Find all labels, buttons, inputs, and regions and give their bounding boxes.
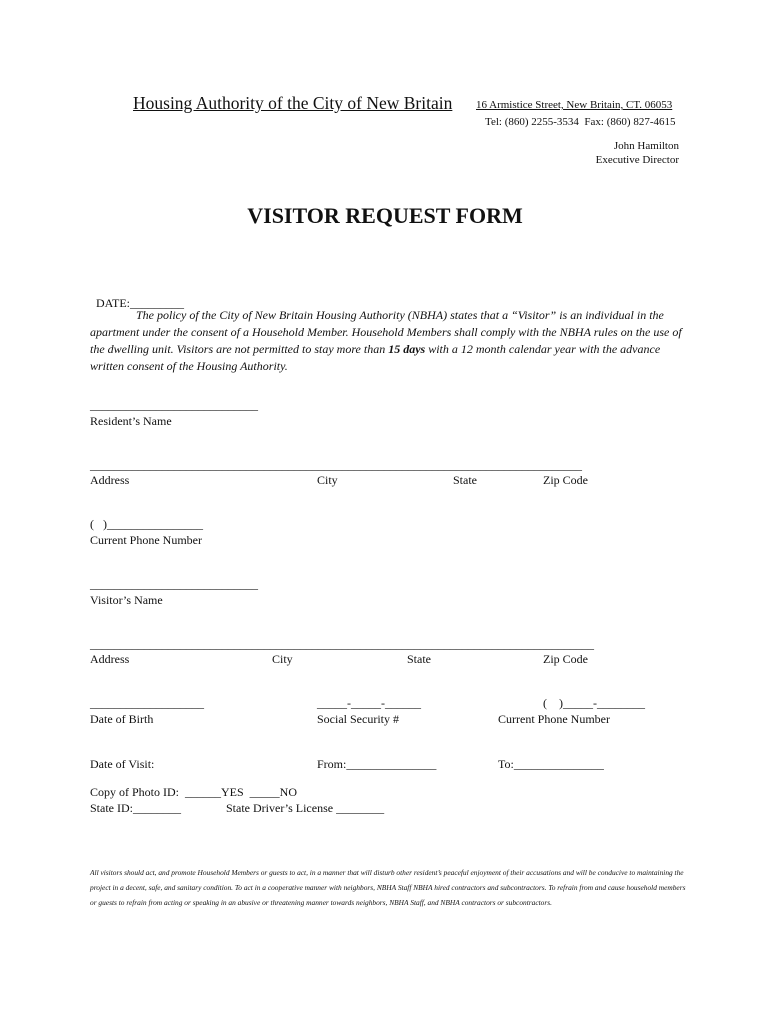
visitor-address-label: Address bbox=[90, 652, 130, 666]
resident-phone-label: Current Phone Number bbox=[90, 533, 202, 547]
drivers-license-field[interactable]: State Driver’s License ________ bbox=[226, 801, 385, 815]
resident-state-label: State bbox=[453, 473, 477, 487]
policy-days-limit: 15 days bbox=[388, 342, 426, 356]
policy-paragraph bbox=[90, 307, 682, 375]
resident-city-label: City bbox=[317, 473, 338, 487]
visitor-name-field[interactable]: ____________________________ bbox=[90, 577, 258, 591]
visitor-phone-label: Current Phone Number bbox=[498, 712, 610, 726]
resident-name-field[interactable]: ____________________________ bbox=[90, 398, 258, 412]
policy-text-end: with a 12 month calendar year with the advance written consent of the Housing Authority. bbox=[90, 342, 661, 373]
resident-address-field[interactable]: __________________________________________________________________________________ bbox=[90, 458, 582, 472]
street-address: 16 Armistice Street, New Britain, CT. 06053 bbox=[476, 99, 673, 111]
resident-phone-field[interactable]: ( )________________ bbox=[90, 517, 203, 531]
visitor-address-field[interactable]: ____________________________________________________________________________________ bbox=[90, 637, 594, 651]
director-title: Executive Director bbox=[595, 154, 679, 166]
visitor-city-label: City bbox=[272, 652, 293, 666]
form-title: VISITOR REQUEST FORM bbox=[247, 203, 523, 228]
ssn-field[interactable]: _____-_____-______ bbox=[317, 696, 421, 710]
visitor-state-label: State bbox=[407, 652, 431, 666]
photo-id-row[interactable]: Copy of Photo ID: ______YES _____NO bbox=[90, 785, 298, 799]
phone-fax: Tel: (860) 2255-3534 Fax: (860) 827-4615 bbox=[485, 116, 676, 128]
date-label: DATE: bbox=[96, 296, 130, 310]
organization-name: Housing Authority of the City of New Britain bbox=[133, 93, 453, 113]
ssn-label: Social Security # bbox=[317, 712, 399, 726]
conduct-notice: All visitors should act, and promote Household Members or guests to act, in a manner that will disturb other resident’s peaceful enjoyment of their accusations and will be conducive to maintaining the project in a decent, safe, and sanitary condition. To act in a cooperative manner with neighbors, NBHA Staff NBHA hired contractors and subcontractors. To refrain from and cause household members or guests to refrain from acting or speaking in an abusive or threatening manner towards neighbors, NBHA Staff, and NBHA contractors or subcontractors. bbox=[90, 868, 686, 907]
visit-to-field[interactable]: To:_______________ bbox=[498, 757, 604, 771]
visitor-zip-label: Zip Code bbox=[543, 652, 588, 666]
state-id-field[interactable]: State ID:________ bbox=[90, 801, 181, 815]
visitor-phone-field[interactable]: ( )_____-________ bbox=[543, 696, 645, 710]
visitor-name-label: Visitor’s Name bbox=[90, 593, 163, 607]
policy-text-start: The policy of the City of New Britain Housing Authority (NBHA) states that a “Visitor” is an individual in the apartment under the consent of a Household Member. Household Members shall comply with the NBHA rules on the use of the dwelling unit. Visitors are not permitted to stay more than bbox=[90, 308, 682, 356]
visit-date-label: Date of Visit: bbox=[90, 757, 155, 771]
dob-field[interactable]: ___________________ bbox=[90, 696, 204, 710]
date-field[interactable]: _________ bbox=[130, 296, 184, 310]
resident-address-label: Address bbox=[90, 473, 130, 487]
visit-from-field[interactable]: From:_______________ bbox=[317, 757, 437, 771]
resident-zip-label: Zip Code bbox=[543, 473, 588, 487]
resident-name-label: Resident’s Name bbox=[90, 414, 172, 428]
dob-label: Date of Birth bbox=[90, 712, 154, 726]
director-name: John Hamilton bbox=[613, 140, 679, 152]
